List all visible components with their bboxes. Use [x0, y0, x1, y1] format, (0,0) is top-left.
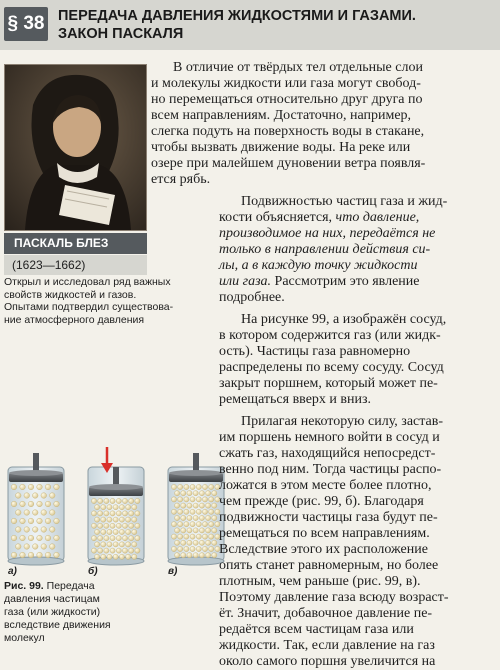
caption-line: молекул [4, 632, 45, 644]
text-line: плотным, чем раньше (рис. 99, в). [219, 574, 421, 589]
caption-line: Передача [43, 580, 95, 592]
text-line: В отличие от твёрдых тел отдельные слои [173, 60, 423, 75]
text-line: редаётся всем частицам газа или [219, 622, 414, 637]
section-number-badge: § 38 [4, 7, 48, 41]
text-line: около самого поршня увеличится на [219, 654, 436, 669]
paragraph-3 [151, 312, 495, 408]
text-line: ремещаться вверх и вниз. [219, 392, 372, 407]
text-line: лы, а в каждую точку жидкости [219, 258, 418, 273]
bio-line: Открыл и исследовал ряд важных [4, 276, 171, 288]
text-line: им поршень немного войти в сосуд и [219, 430, 440, 445]
bio-line: Опытами подтвердил существова- [4, 301, 174, 313]
text-line: Подвижностью частиц газа и жид- [241, 194, 448, 209]
text-line: кости объясняется, что давление, [219, 210, 420, 225]
chapter-header [0, 0, 500, 50]
text-line: только в направлении действия си- [219, 242, 431, 257]
text-line: или газа. Рассмотрим это явление [219, 274, 420, 289]
text-line: всем направлениям. Достаточно, например, [151, 108, 412, 123]
paragraph-2 [151, 194, 495, 306]
figure-label-c: в) [168, 566, 178, 577]
text-line: и молекулы жидкости или газа могут свобод- [151, 76, 421, 91]
text-line: Вследствие этого их расположение [219, 542, 428, 557]
vessel-b [88, 467, 144, 565]
figure-label-b: б) [88, 566, 98, 577]
vessel-a [8, 453, 64, 565]
text-line: ложатся в этом месте более плотно, [219, 478, 432, 493]
text-line: чем прежде (рис. 99, б). Благодаря [219, 494, 424, 509]
paragraph-1-cont [151, 76, 495, 188]
scientist-name: ПАСКАЛЬ БЛЕЗ [4, 233, 147, 254]
chapter-title [58, 7, 498, 43]
text-line: Поэтому давление газа всюду возраст- [219, 590, 449, 605]
text-line: Прилагая некоторую силу, застав- [241, 414, 444, 429]
caption-line: газа (или жидкости) [4, 606, 101, 618]
text-line: распределены по всему сосуду. Сосуд [219, 360, 444, 375]
text-line: озере при малейшем дуновении ветра появля- [151, 156, 426, 171]
text-line: ость). Частицы газа равномерно [219, 344, 411, 359]
text-line: ется рябь. [151, 172, 211, 187]
text-line: опять станет равномерным, но более [219, 558, 439, 573]
scientist-bio [4, 276, 174, 326]
main-text [151, 60, 495, 670]
caption-line: давления частицам [4, 593, 100, 605]
text-line: подробнее. [219, 290, 285, 305]
chapter-title-line1: ПЕРЕДАЧА ДАВЛЕНИЯ ЖИДКОСТЯМИ И ГАЗАМИ. [58, 8, 416, 24]
text-line: подвижности частицы газа будут пе- [219, 510, 438, 525]
caption-line: вследствие движения [4, 619, 111, 631]
text-line: чтобы вызвать движение воды. На реке или [151, 140, 411, 155]
text-line: сжать газ, находящийся непосредст- [219, 446, 436, 461]
text-line: ёт. Значит, добавочное давление пе- [219, 606, 433, 621]
bio-line: свойств жидкостей и газов. [4, 288, 137, 301]
text-line: закрыт поршнем, который может пе- [219, 376, 438, 391]
bio-line: ние атмосферного давления [4, 313, 145, 326]
text-line: производимое на них, передаётся не [219, 226, 436, 241]
text-line: слегка подуть на поверхность воды в стакане, [151, 124, 425, 139]
text-line: На рисунке 99, а изображён сосуд, [241, 312, 447, 327]
caption-title: Рис. 99. [4, 580, 44, 592]
text-line: но перемещаться относительно друг друга по [151, 92, 423, 107]
figure-label-a: а) [8, 566, 17, 577]
paragraph-1 [151, 60, 495, 76]
text-line: жидкости. Так, если давление на газ [219, 638, 435, 653]
text-line: венно под ним. Тогда частицы распо- [219, 462, 442, 477]
paragraph-4 [151, 414, 495, 670]
pascal-portrait [4, 64, 147, 231]
text-line: в котором содержится газ (или жидк- [219, 328, 441, 343]
text-line: ремещаться по всем направлениям. [219, 526, 430, 541]
scientist-years: (1623—1662) [4, 255, 147, 275]
chapter-title-line2: ЗАКОН ПАСКАЛЯ [58, 26, 184, 42]
